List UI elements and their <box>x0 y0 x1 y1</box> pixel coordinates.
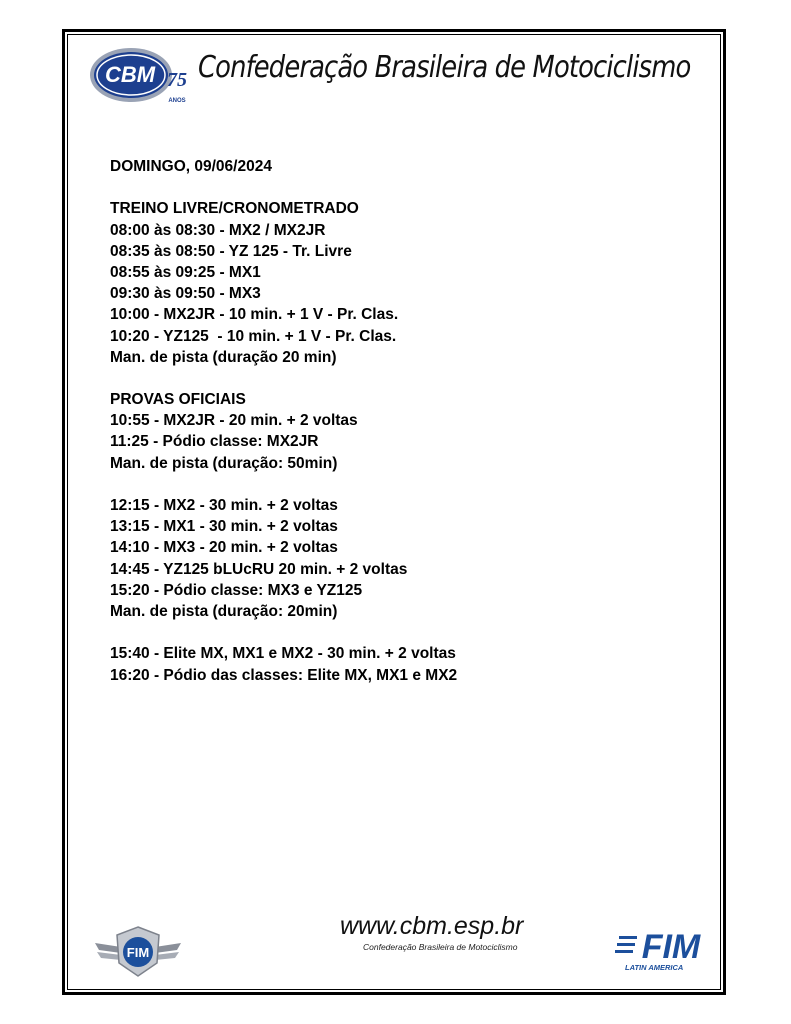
schedule-section-treino <box>110 198 690 368</box>
schedule-section-provas <box>110 389 690 474</box>
schedule-line: 14:45 - YZ125 bLUcRU 20 min. + 2 voltas <box>110 560 408 578</box>
fim-latin-america-logo <box>615 922 705 974</box>
schedule-line: 08:55 às 09:25 - MX1 <box>110 263 261 281</box>
schedule-line: 16:20 - Pódio das classes: Elite MX, MX1 e MX2 <box>110 666 458 684</box>
schedule-line: 10:20 - YZ125 - 10 min. + 1 V - Pr. Clas. <box>110 327 397 345</box>
cbm-logo <box>89 44 193 106</box>
cbm-logo-text: CBM <box>104 62 156 87</box>
fim-logo-subtitle: LATIN AMERICA <box>625 963 684 972</box>
section-heading: TREINO LIVRE/CRONOMETRADO <box>110 200 359 218</box>
schedule-date: DOMINGO, 09/06/2024 <box>110 158 272 175</box>
footer-url: www.cbm.esp.br <box>340 912 524 940</box>
schedule-line: Man. de pista (duração: 20min) <box>110 602 338 620</box>
fim-emblem-text: FIM <box>126 945 150 960</box>
header-title: Confederação Brasileira de Motociclismo <box>198 50 691 85</box>
schedule <box>110 156 690 686</box>
section-heading: PROVAS OFICIAIS <box>110 391 246 409</box>
schedule-line: 10:00 - MX2JR - 10 min. + 1 V - Pr. Clas. <box>110 306 399 324</box>
schedule-line: 15:20 - Pódio classe: MX3 e YZ125 <box>110 581 363 599</box>
schedule-section-elite <box>110 643 690 685</box>
cbm-logo-anos: ANOS <box>168 98 186 104</box>
schedule-section-afternoon <box>110 495 690 622</box>
schedule-line: 13:15 - MX1 - 30 min. + 2 voltas <box>110 518 338 536</box>
footer-subtitle: Confederação Brasileira de Motociclismo <box>363 942 518 952</box>
schedule-line: Man. de pista (duração 20 min) <box>110 348 337 366</box>
schedule-line: 15:40 - Elite MX, MX1 e MX2 - 30 min. + 2 voltas <box>110 645 456 663</box>
cbm-logo-anniversary: 75 <box>167 69 187 91</box>
schedule-line: Man. de pista (duração: 50min) <box>110 454 338 472</box>
schedule-line: 11:25 - Pódio classe: MX2JR <box>110 433 319 451</box>
fim-logo-text: FIM <box>641 928 701 966</box>
schedule-line: 09:30 às 09:50 - MX3 <box>110 285 261 303</box>
schedule-line: 08:35 às 08:50 - YZ 125 - Tr. Livre <box>110 242 352 260</box>
schedule-line: 08:00 às 08:30 - MX2 / MX2JR <box>110 221 326 239</box>
schedule-line: 14:10 - MX3 - 20 min. + 2 voltas <box>110 539 338 557</box>
fim-emblem-logo <box>93 923 183 979</box>
schedule-line: 10:55 - MX2JR - 20 min. + 2 voltas <box>110 412 358 430</box>
schedule-line: 12:15 - MX2 - 30 min. + 2 voltas <box>110 497 338 514</box>
